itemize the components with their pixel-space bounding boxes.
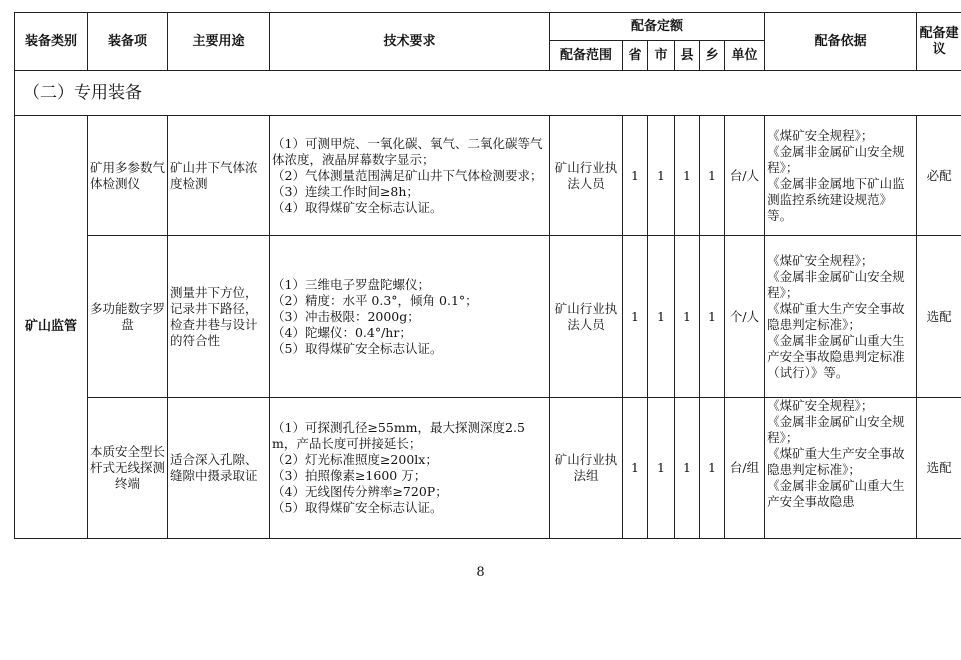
province-cell: 1 xyxy=(623,116,648,236)
province-cell: 1 xyxy=(623,236,648,398)
header-purpose: 主要用途 xyxy=(168,13,270,71)
tech-line: （1）可探测孔径≥55mm，最大探测深度2.5m，产品长度可拼接延长； xyxy=(272,420,525,451)
unit-cell: 台/人 xyxy=(725,116,765,236)
section-row xyxy=(15,71,961,116)
county-cell: 1 xyxy=(675,398,700,539)
header-basis: 配备依据 xyxy=(765,13,917,71)
basis-line: 《煤矿安全规程》； xyxy=(767,252,874,268)
basis-line: 《金属非金属矿山安全规程》； xyxy=(767,143,905,175)
basis-line: 《金属非金属矿山重大生产安全事故隐患判定标准（试行）》等。 xyxy=(767,332,905,380)
scope-cell: 矿山行业执法人员 xyxy=(550,116,623,236)
table-row xyxy=(15,116,961,236)
county-cell: 1 xyxy=(675,116,700,236)
item-cell: 矿用多参数气体检测仪 xyxy=(88,116,168,236)
township-cell: 1 xyxy=(700,398,725,539)
basis-line: 《金属非金属矿山安全规程》； xyxy=(767,414,905,445)
tech-line: （1）可测甲烷、一氧化碳、氧气、二氧化碳等气体浓度，液晶屏幕数字显示； xyxy=(272,135,543,167)
tech-cell xyxy=(270,116,550,236)
tech-line: （2）精度：水平 0.3°，倾角 0.1°； xyxy=(272,292,478,308)
basis-cell xyxy=(765,398,917,539)
category-cell: 矿山监管 xyxy=(15,116,88,539)
header-county: 县 xyxy=(675,41,700,71)
tech-line: （4）无线图传分辨率≥720P； xyxy=(272,484,448,499)
basis-line: 《金属非金属矿山重大生产安全事故隐患 xyxy=(767,478,905,509)
header-category: 装备类别 xyxy=(15,13,88,71)
header-tech: 技术要求 xyxy=(270,13,550,71)
item-cell: 本质安全型长杆式无线探测终端 xyxy=(88,398,168,539)
advice-cell: 选配 xyxy=(917,236,961,398)
tech-line: （4）取得煤矿安全标志认证。 xyxy=(272,199,443,215)
tech-line: （3）冲击极限：2000g； xyxy=(272,308,420,324)
header-unit: 单位 xyxy=(725,41,765,71)
province-cell: 1 xyxy=(623,398,648,539)
table-row xyxy=(15,236,961,398)
tech-line: （5）取得煤矿安全标志认证。 xyxy=(272,500,443,515)
header-township: 乡 xyxy=(700,41,725,71)
basis-line: 《煤矿重大生产安全事故隐患判定标准》； xyxy=(767,446,905,477)
tech-line: （5）取得煤矿安全标志认证。 xyxy=(272,340,443,356)
unit-cell: 个/人 xyxy=(725,236,765,398)
basis-line: 《煤矿重大生产安全事故隐患判定标准》； xyxy=(767,300,905,332)
tech-line: （3）拍照像素≥1600 万； xyxy=(272,468,427,483)
header-row-1 xyxy=(15,13,961,41)
header-city: 市 xyxy=(648,41,675,71)
basis-line: 《煤矿安全规程》； xyxy=(767,127,874,143)
tech-line: （2）气体测量范围满足矿山井下气体检测要求； xyxy=(272,167,543,183)
table-row xyxy=(15,398,961,539)
unit-cell: 台/组 xyxy=(725,398,765,539)
scope-cell: 矿山行业执法组 xyxy=(550,398,623,539)
header-advice: 配备建议 xyxy=(917,13,961,71)
tech-cell xyxy=(270,236,550,398)
city-cell: 1 xyxy=(648,398,675,539)
township-cell: 1 xyxy=(700,116,725,236)
purpose-cell: 适合深入孔隙、缝隙中摄录取证 xyxy=(168,398,270,539)
advice-cell: 必配 xyxy=(917,116,961,236)
basis-line: 《煤矿安全规程》； xyxy=(767,398,874,413)
advice-cell: 选配 xyxy=(917,398,961,539)
scope-cell: 矿山行业执法人员 xyxy=(550,236,623,398)
header-province: 省 xyxy=(623,41,648,71)
section-title: （二）专用装备 xyxy=(15,71,961,116)
purpose-cell: 矿山井下气体浓度检测 xyxy=(168,116,270,236)
tech-line: （2）灯光标准照度≥200lx； xyxy=(272,452,438,467)
tech-line: （1）三维电子罗盘陀螺仪； xyxy=(272,276,430,292)
item-cell: 多功能数字罗盘 xyxy=(88,236,168,398)
county-cell: 1 xyxy=(675,236,700,398)
header-quota: 配备定额 xyxy=(550,13,765,41)
basis-line: 《金属非金属地下矿山监测监控系统建设规范》等。 xyxy=(767,175,905,223)
city-cell: 1 xyxy=(648,236,675,398)
basis-cell xyxy=(765,236,917,398)
tech-line: （3）连续工作时间≥8h； xyxy=(272,183,419,199)
header-item: 装备项 xyxy=(88,13,168,71)
tech-cell xyxy=(270,398,550,539)
basis-cell xyxy=(765,116,917,236)
page-number: 8 xyxy=(476,565,485,580)
township-cell: 1 xyxy=(700,236,725,398)
city-cell: 1 xyxy=(648,116,675,236)
header-scope: 配备范围 xyxy=(550,41,623,71)
basis-line: 《金属非金属矿山安全规程》； xyxy=(767,268,905,300)
purpose-cell: 测量井下方位，记录井下路径，检查井巷与设计的符合性 xyxy=(168,236,270,398)
tech-line: （4）陀螺仪：0.4°/hr； xyxy=(272,324,412,340)
equipment-table xyxy=(14,12,961,539)
